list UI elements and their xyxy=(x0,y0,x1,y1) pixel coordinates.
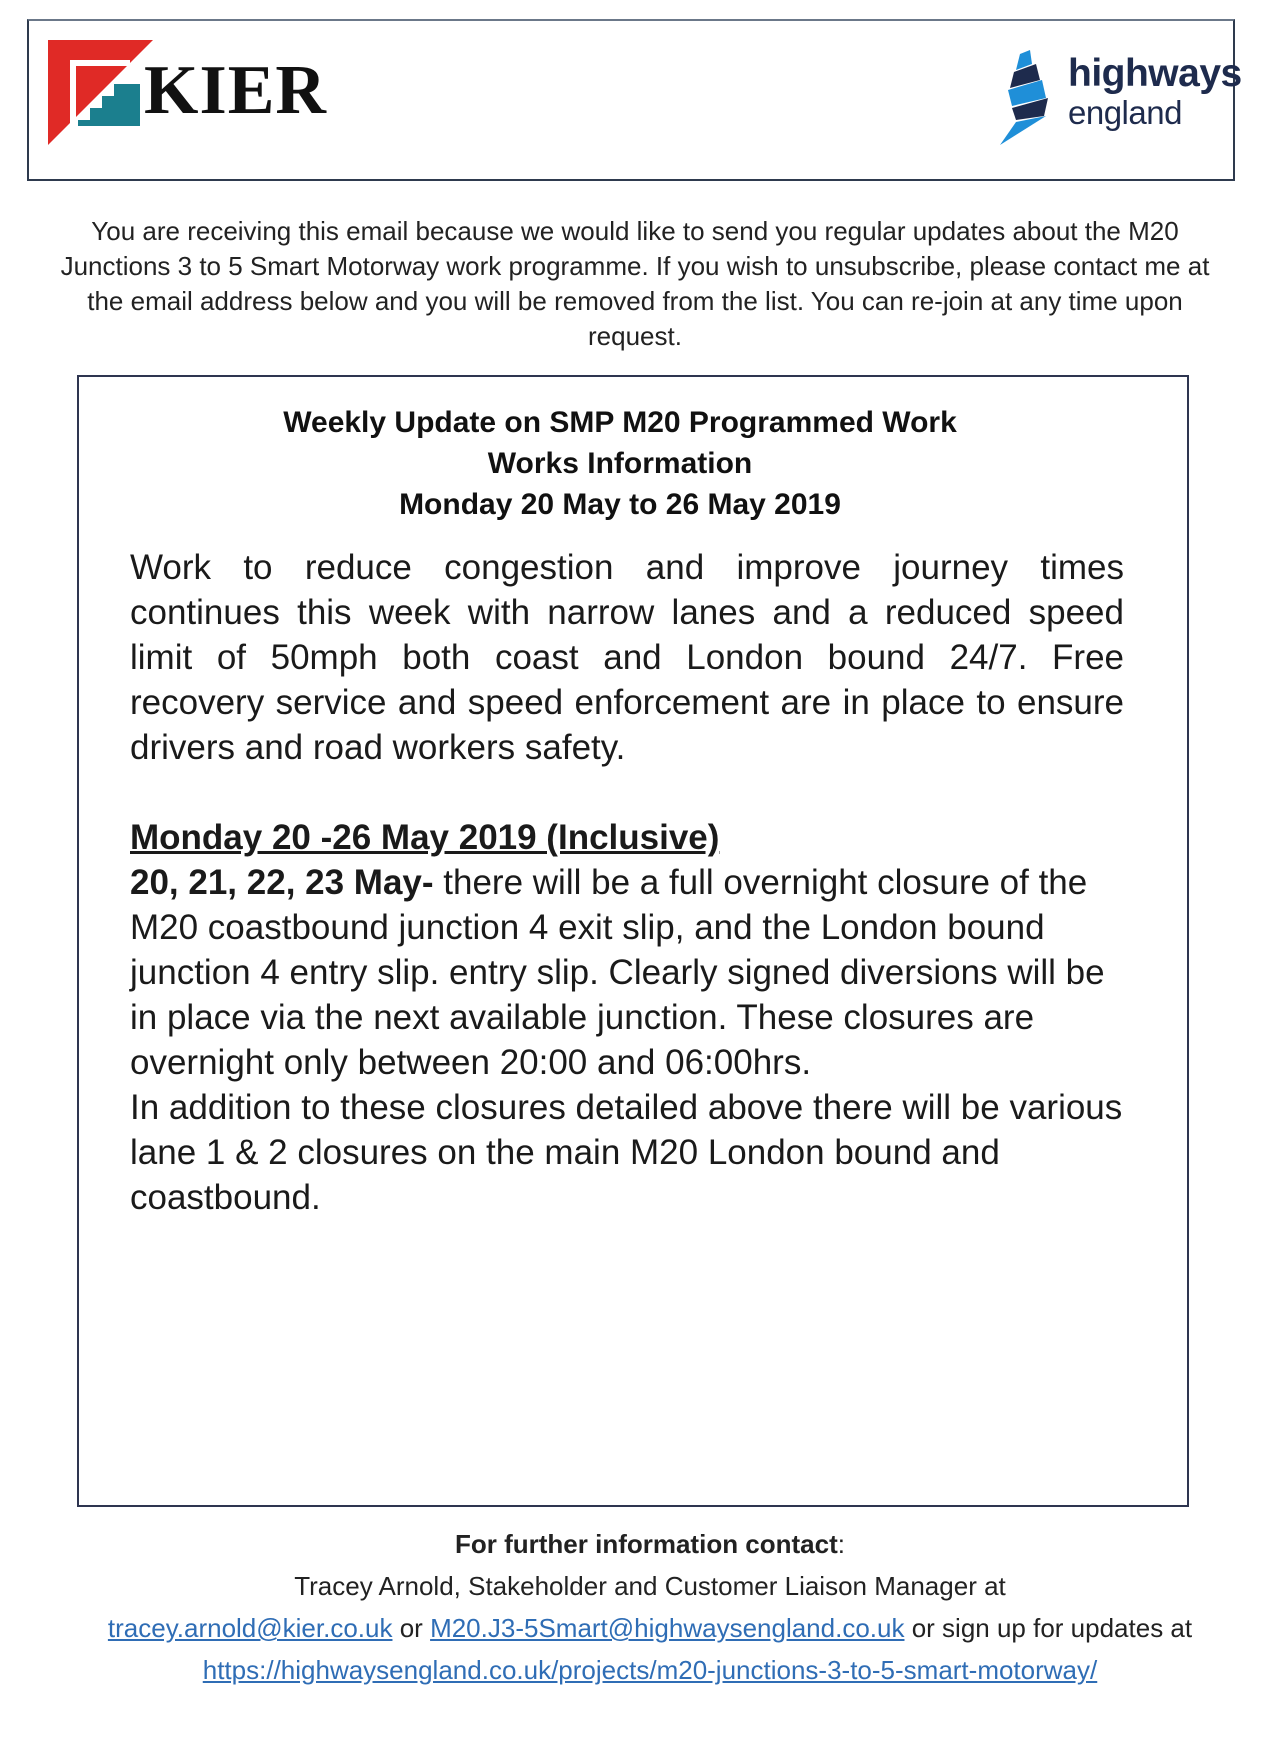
highways-england-logo-text-line1: highways xyxy=(1068,52,1242,95)
notice-subtitle-line: Works Information xyxy=(487,447,753,480)
kier-logo xyxy=(48,40,348,150)
section-heading: Monday 20 -26 May 2019 (Inclusive) xyxy=(130,818,720,857)
closure-section xyxy=(130,815,1124,1220)
kier-logo-mark-icon xyxy=(48,40,153,145)
closure-text: there will be a full overnight closure of the M20 coastbound junction 4 exit slip, and the London bound junction 4 entry slip. entry slip. Clearly signed diversions will be in place via the next available junction. These closures are overnight only between 20:00 and 06:00hrs. xyxy=(130,863,1105,1082)
summary-paragraph: Work to reduce congestion and improve journey times continues this week with narrow lanes and a reduced speed limit of 50mph both coast and London bound 24/7. Free recovery service and speed enforcement are in place to ensure drivers and road workers safety. xyxy=(130,548,1124,767)
additional-closures-paragraph: In addition to these closures detailed above there will be various lane 1 & 2 closures on the main M20 London bound and coastbound. xyxy=(130,1088,1123,1217)
notice-title-line: Weekly Update on SMP M20 Programmed Work xyxy=(283,406,957,439)
closure-dates: 20, 21, 22, 23 May- xyxy=(130,863,434,902)
unsubscribe-notice: You are receiving this email because we would like to send you regular updates about the M20 Junctions 3 to 5 Smart Motorway work programme. If you wish to unsubscribe, please contact me at the email address below and you will be removed from the list. You can re-join at any time upon request. xyxy=(60,216,1210,351)
or-text: or xyxy=(392,1613,431,1643)
footer-title: For further information contact xyxy=(454,1529,838,1559)
closure-paragraph xyxy=(130,860,1124,1085)
highways-england-logo-mark-icon xyxy=(996,50,1058,145)
contact-footer xyxy=(60,1523,1240,1691)
notice-title xyxy=(200,402,1040,525)
contact-links xyxy=(60,1607,1240,1691)
highways-england-logo-text-line2: england xyxy=(1068,94,1182,131)
footer-title-line xyxy=(60,1523,1240,1565)
contact-line: Tracey Arnold, Stakeholder and Customer Liaison Manager at xyxy=(294,1571,1006,1601)
footer-title-colon: : xyxy=(837,1529,845,1559)
project-url-link[interactable]: https://highwaysengland.co.uk/projects/m20-junctions-3-to-5-smart-motorway/ xyxy=(202,1655,1098,1685)
kier-logo-text: KIER xyxy=(144,52,327,129)
kier-email-link[interactable]: tracey.arnold@kier.co.uk xyxy=(107,1613,393,1643)
highways-england-logo xyxy=(996,50,1242,150)
notice-date-line: Monday 20 May to 26 May 2019 xyxy=(399,488,841,521)
signup-text: or sign up for updates at xyxy=(904,1613,1193,1643)
highways-email-link[interactable]: M20.J3-5Smart@highwaysengland.co.uk xyxy=(430,1613,905,1643)
